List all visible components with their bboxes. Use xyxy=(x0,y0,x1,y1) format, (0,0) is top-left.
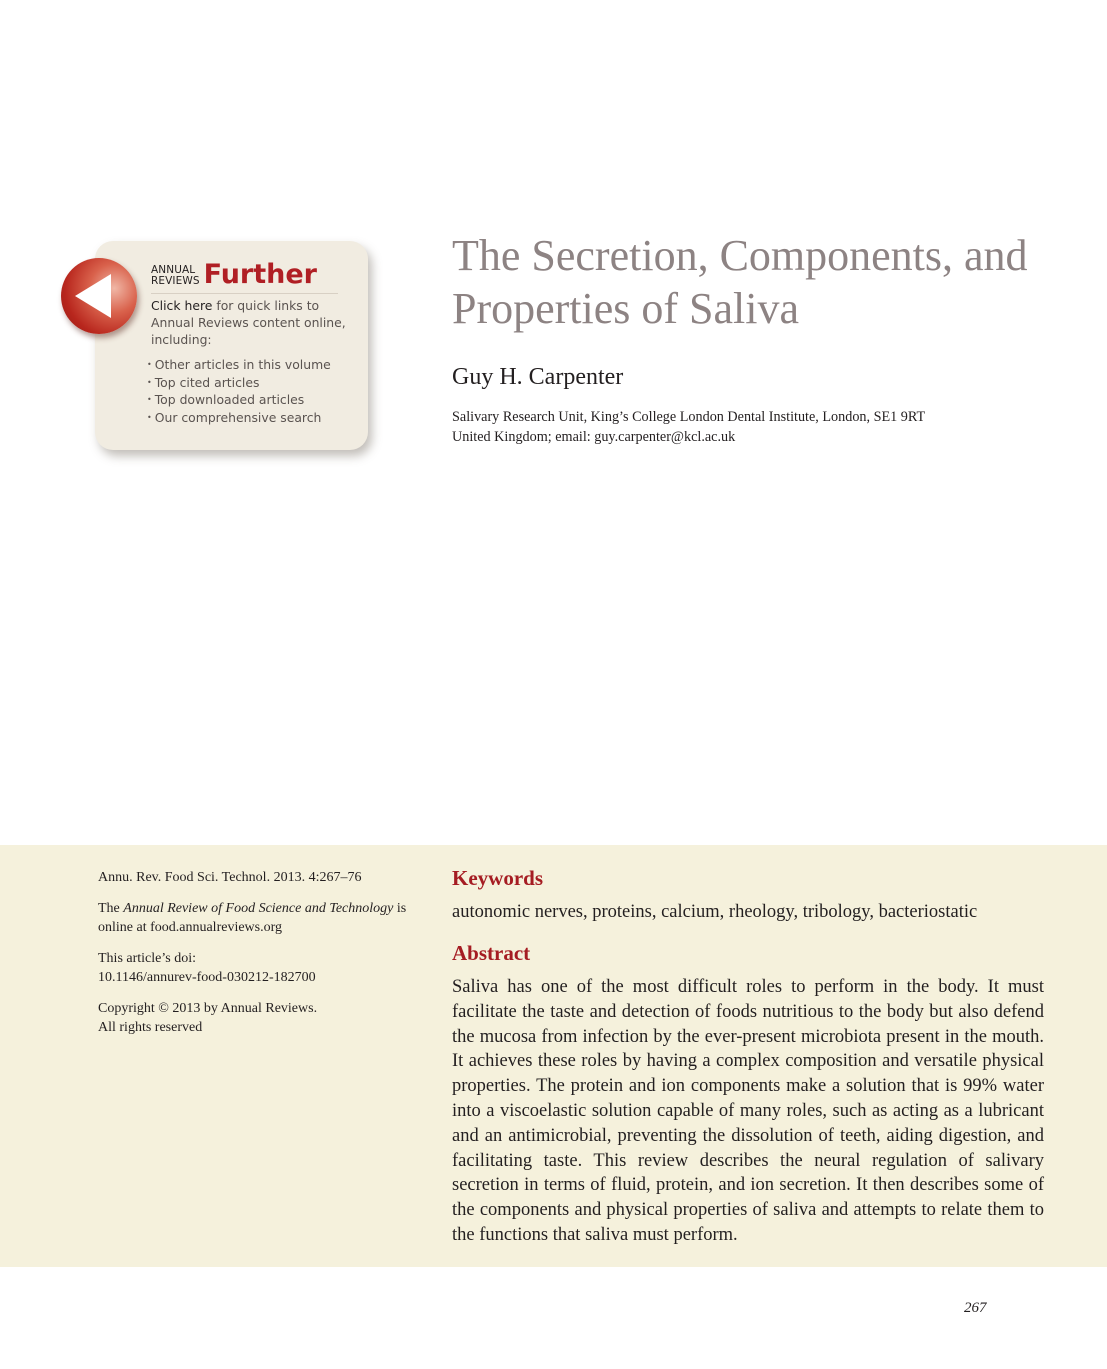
article-title: The Secretion, Components, and Properties of Saliva xyxy=(452,231,1028,333)
link-comprehensive-search[interactable]: • Our comprehensive search xyxy=(147,409,331,427)
publication-meta xyxy=(98,868,428,1049)
affiliation-line-2: United Kingdom; email: guy.carpenter@kcl.ac.uk xyxy=(452,428,736,445)
back-arrow-icon[interactable] xyxy=(61,258,137,334)
doi-value[interactable]: 10.1146/annurev-food-030212-182700 xyxy=(98,970,316,985)
keywords-text: autonomic nerves, proteins, calcium, rheology, tribology, bacteriostatic xyxy=(452,902,978,922)
annual-reviews-logo xyxy=(151,265,200,289)
page-number: 267 xyxy=(964,1300,987,1316)
click-here-link[interactable]: Click here xyxy=(151,298,213,313)
journal-prefix: The xyxy=(98,901,124,916)
brand-line-2: REVIEWS xyxy=(151,275,200,287)
abstract-text: Saliva has one of the most difficult roles to perform in the body. It must facilitate the taste and detection of foods nutritious to the body but also defend the mucosa from infection by the ever-present microbiota present in the mouth. It achieves these roles by having a complex composition and versatile physical properties. The protein and ion components make a solution that is 99% water into a viscoelastic solution capable of many roles, such as acting as a lubricant and an antimicrobial, preventing the dissolution of teeth, aiding digestion, and facilitating taste. This review describes the neural regulation of salivary secretion in terms of fluid, protein, and ion secretion. It then describes some of the components and physical properties of saliva and attempts to relate them to the functions that saliva must perform. xyxy=(452,977,1044,1245)
further-header xyxy=(151,261,317,289)
further-links-list xyxy=(147,356,331,426)
citation: Annu. Rev. Food Sci. Technol. 2013. 4:267–76 xyxy=(98,870,362,885)
link-top-cited[interactable]: • Top cited articles xyxy=(147,374,331,392)
doi-block xyxy=(98,949,428,987)
copyright-block xyxy=(98,999,428,1037)
link-top-downloaded[interactable]: • Top downloaded articles xyxy=(147,391,331,409)
author-affiliation xyxy=(452,408,1052,447)
journal-name: Annual Review of Food Science and Technology xyxy=(123,901,394,916)
author-name: Guy H. Carpenter xyxy=(452,364,624,390)
divider xyxy=(151,293,338,294)
journal-suffix: is xyxy=(393,901,407,916)
brand-line-1: ANNUAL xyxy=(151,264,196,276)
further-intro-text: for quick links to Annual Reviews content online, including: xyxy=(151,298,346,347)
journal-online-note xyxy=(98,899,428,937)
keywords-heading: Keywords xyxy=(452,866,543,890)
link-other-articles[interactable]: • Other articles in this volume xyxy=(147,356,331,374)
further-label: Further xyxy=(203,259,317,290)
rights: All rights reserved xyxy=(98,1020,203,1035)
affiliation-line-1: Salivary Research Unit, King’s College London Dental Institute, London, SE1 9RT xyxy=(452,409,926,425)
abstract-heading: Abstract xyxy=(452,941,531,965)
doi-label: This article’s doi: xyxy=(98,951,196,966)
copyright: Copyright © 2013 by Annual Reviews. xyxy=(98,1001,318,1016)
further-intro xyxy=(151,297,351,348)
online-at[interactable]: online at food.annualreviews.org xyxy=(98,920,283,935)
